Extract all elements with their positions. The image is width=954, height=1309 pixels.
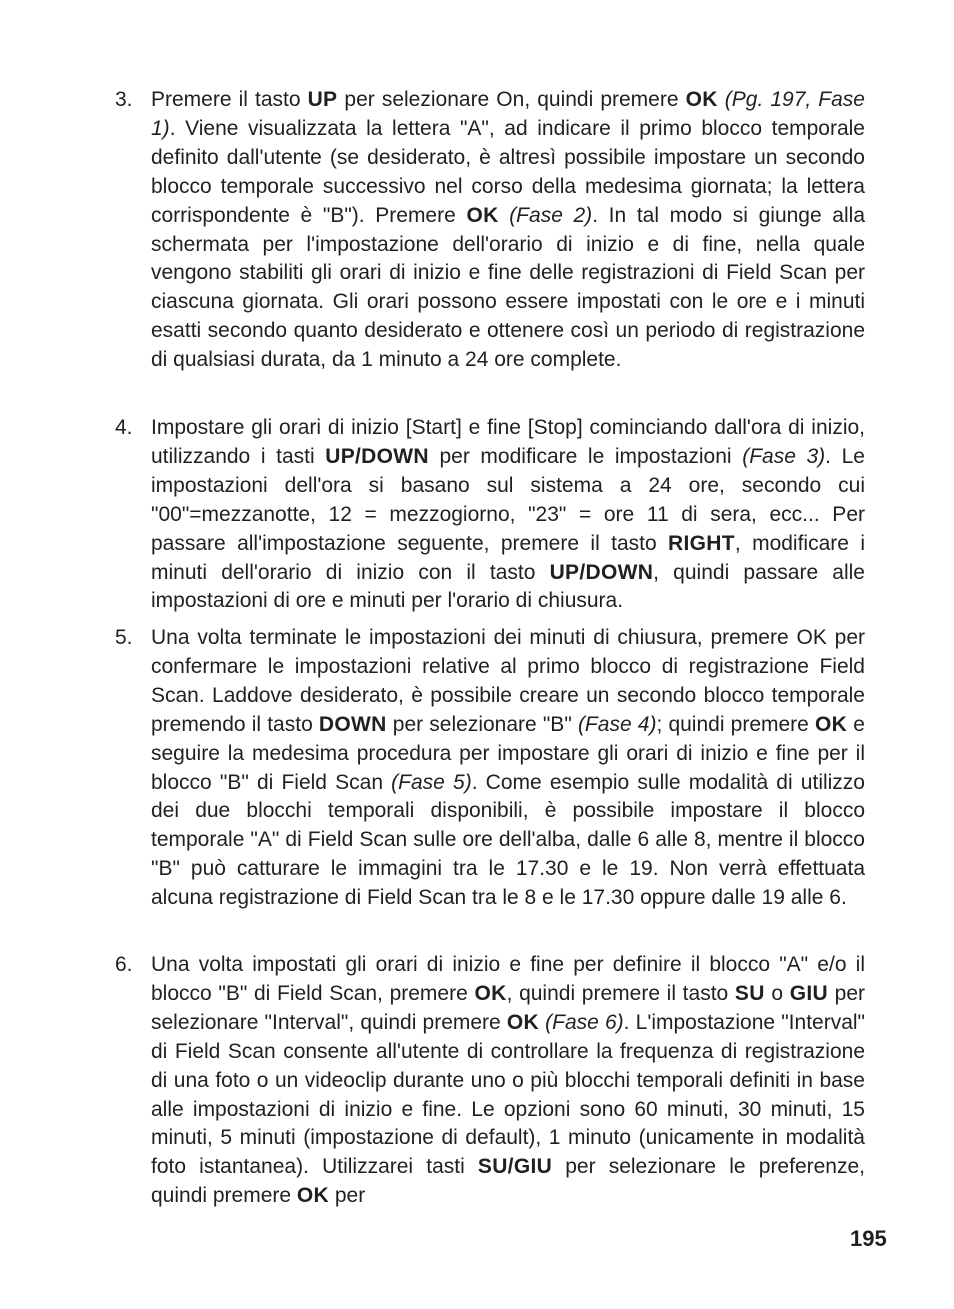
- text-run: per selezionare "Interval", quindi premere: [151, 981, 865, 1034]
- key-name: OK: [296, 1184, 330, 1208]
- text-run: , quindi passare alle impostazioni di ore e minuti per l'orario di chiusura.: [151, 560, 865, 613]
- step-number: 4.: [115, 416, 133, 439]
- step-text: [151, 86, 865, 375]
- text-run: per selezionare On, quindi premere: [337, 88, 686, 111]
- key-name: UP: [307, 88, 338, 111]
- step-text: [151, 951, 865, 1211]
- key-name: DOWN: [318, 712, 387, 736]
- key-name: OK: [466, 203, 499, 227]
- text-run: per selezionare "B": [386, 712, 578, 736]
- step-item: [115, 624, 865, 913]
- text-run: [718, 88, 725, 111]
- key-name: RIGHT: [668, 531, 735, 555]
- key-name: OK: [815, 712, 848, 736]
- text-run: per selezionare le preferenze, quindi premere: [151, 1155, 865, 1208]
- text-run: , quindi premere il tasto: [506, 981, 735, 1005]
- step-text: [151, 624, 865, 913]
- text-run: Una volta impostati gli orari di inizio e fine per definire il blocco "A" e/o il blocco "B" di Field Scan, premere: [151, 953, 865, 1005]
- figure-reference: (Fase 6): [545, 1010, 624, 1034]
- step-number: 5.: [115, 626, 133, 649]
- text-run: , modificare i minuti dell'orario di inizio con il tasto: [151, 531, 865, 584]
- text-run: . L'impostazione "Interval" di Field Scan consente all'utente di controllare la frequenza di registrazione di una foto o un videoclip durante uno o più blocchi temporali definiti in base alle impostazioni di inizio e fine. Le opzioni sono 60 minuti, 30 minuti, 15 minuti, 5 minuti (impostazione di default), 1 minuto (unicamente in modalità foto istantanea). Utilizzarei tasti: [151, 1010, 865, 1179]
- figure-reference: (Fase 4): [577, 712, 657, 736]
- step-item: [115, 414, 865, 616]
- text-run: . Come esempio sulle modalità di utilizzo dei due blocchi temporali disponibili, è possibile impostare il blocco temporale "A" di Field Scan sulle ore dell'alba, dalle 6 alle 8, mentre il blocco "B" può catturare le immagini tra le 17.30 e le 19. Non verrà effettuata alcuna registrazione di Field Scan tra le 8 e le 17.30 oppure dalle 19 alle 6.: [151, 770, 865, 910]
- key-name: SU/GIU: [477, 1155, 553, 1179]
- text-run: o: [764, 981, 790, 1005]
- step-text: [151, 414, 865, 616]
- text-run: per: [329, 1184, 366, 1208]
- page-number: 195: [850, 1226, 887, 1251]
- figure-reference: (Pg. 197, Fase 1): [151, 88, 865, 140]
- text-run: Impostare gli orari di inizio [Start] e fine [Stop] cominciando dall'ora di inizio, utilizzando i tasti: [151, 416, 865, 468]
- text-run: . Viene visualizzata la lettera "A", ad indicare il primo blocco temporale definito dall'utente (se desiderato, è altresì possibile impostare un secondo blocco temporale successivo nel corso della medesima giornata; la lettera corrispondente è "B"). Premere: [151, 116, 865, 227]
- text-run: . Le impostazioni dell'ora si basano sul sistema a 24 ore, secondo cui "00"=mezzanotte, 12 = mezzogiorno, "23" = ore 11 di sera, ecc... Per passare all'impostazione seguente, premere il tasto: [151, 444, 865, 555]
- figure-reference: (Fase 3): [742, 444, 826, 468]
- text-run: . In tal modo si giunge alla schermata per l'impostazione dell'orario di inizio e di fine, nella quale vengono stabiliti gli orari di inizio e fine delle registrazioni di Field Scan per ciascuna giornata. Gli orari possono essere impostati con le ore e i minuti esatti secondo quanto desiderato e ottenere così un periodo di registrazione di qualsiasi durata, da 1 minuto a 24 ore complete.: [151, 203, 865, 372]
- figure-reference: (Fase 5): [391, 770, 472, 794]
- step-number: 3.: [115, 88, 133, 111]
- step-number: 6.: [115, 953, 133, 976]
- text-run: Una volta terminate le impostazioni dei minuti di chiusura, premere OK per confermare le impostazioni relative al primo blocco di registrazione Field Scan. Laddove desiderato, è possibile creare un secondo blocco temporale premendo il tasto: [151, 626, 865, 736]
- figure-reference: (Fase 2): [509, 203, 593, 227]
- text-run: per modificare le impostazioni: [428, 444, 743, 468]
- text-run: ; quindi premere: [656, 712, 816, 736]
- step-item: [115, 951, 865, 1211]
- key-name: SU: [734, 981, 765, 1005]
- key-name: OK: [474, 981, 507, 1005]
- key-name: OK: [506, 1010, 539, 1034]
- text-run: e seguire la medesima procedura per impostare gli orari di inizio e fine per il blocco "B" di Field Scan: [151, 712, 865, 794]
- key-name: GIU: [789, 981, 828, 1005]
- text-run: [499, 204, 510, 227]
- step-item: [115, 86, 865, 375]
- key-name: UP/DOWN: [325, 444, 429, 468]
- key-name: OK: [685, 88, 718, 111]
- key-name: UP/DOWN: [549, 560, 654, 584]
- text-run: Premere il tasto: [151, 88, 308, 111]
